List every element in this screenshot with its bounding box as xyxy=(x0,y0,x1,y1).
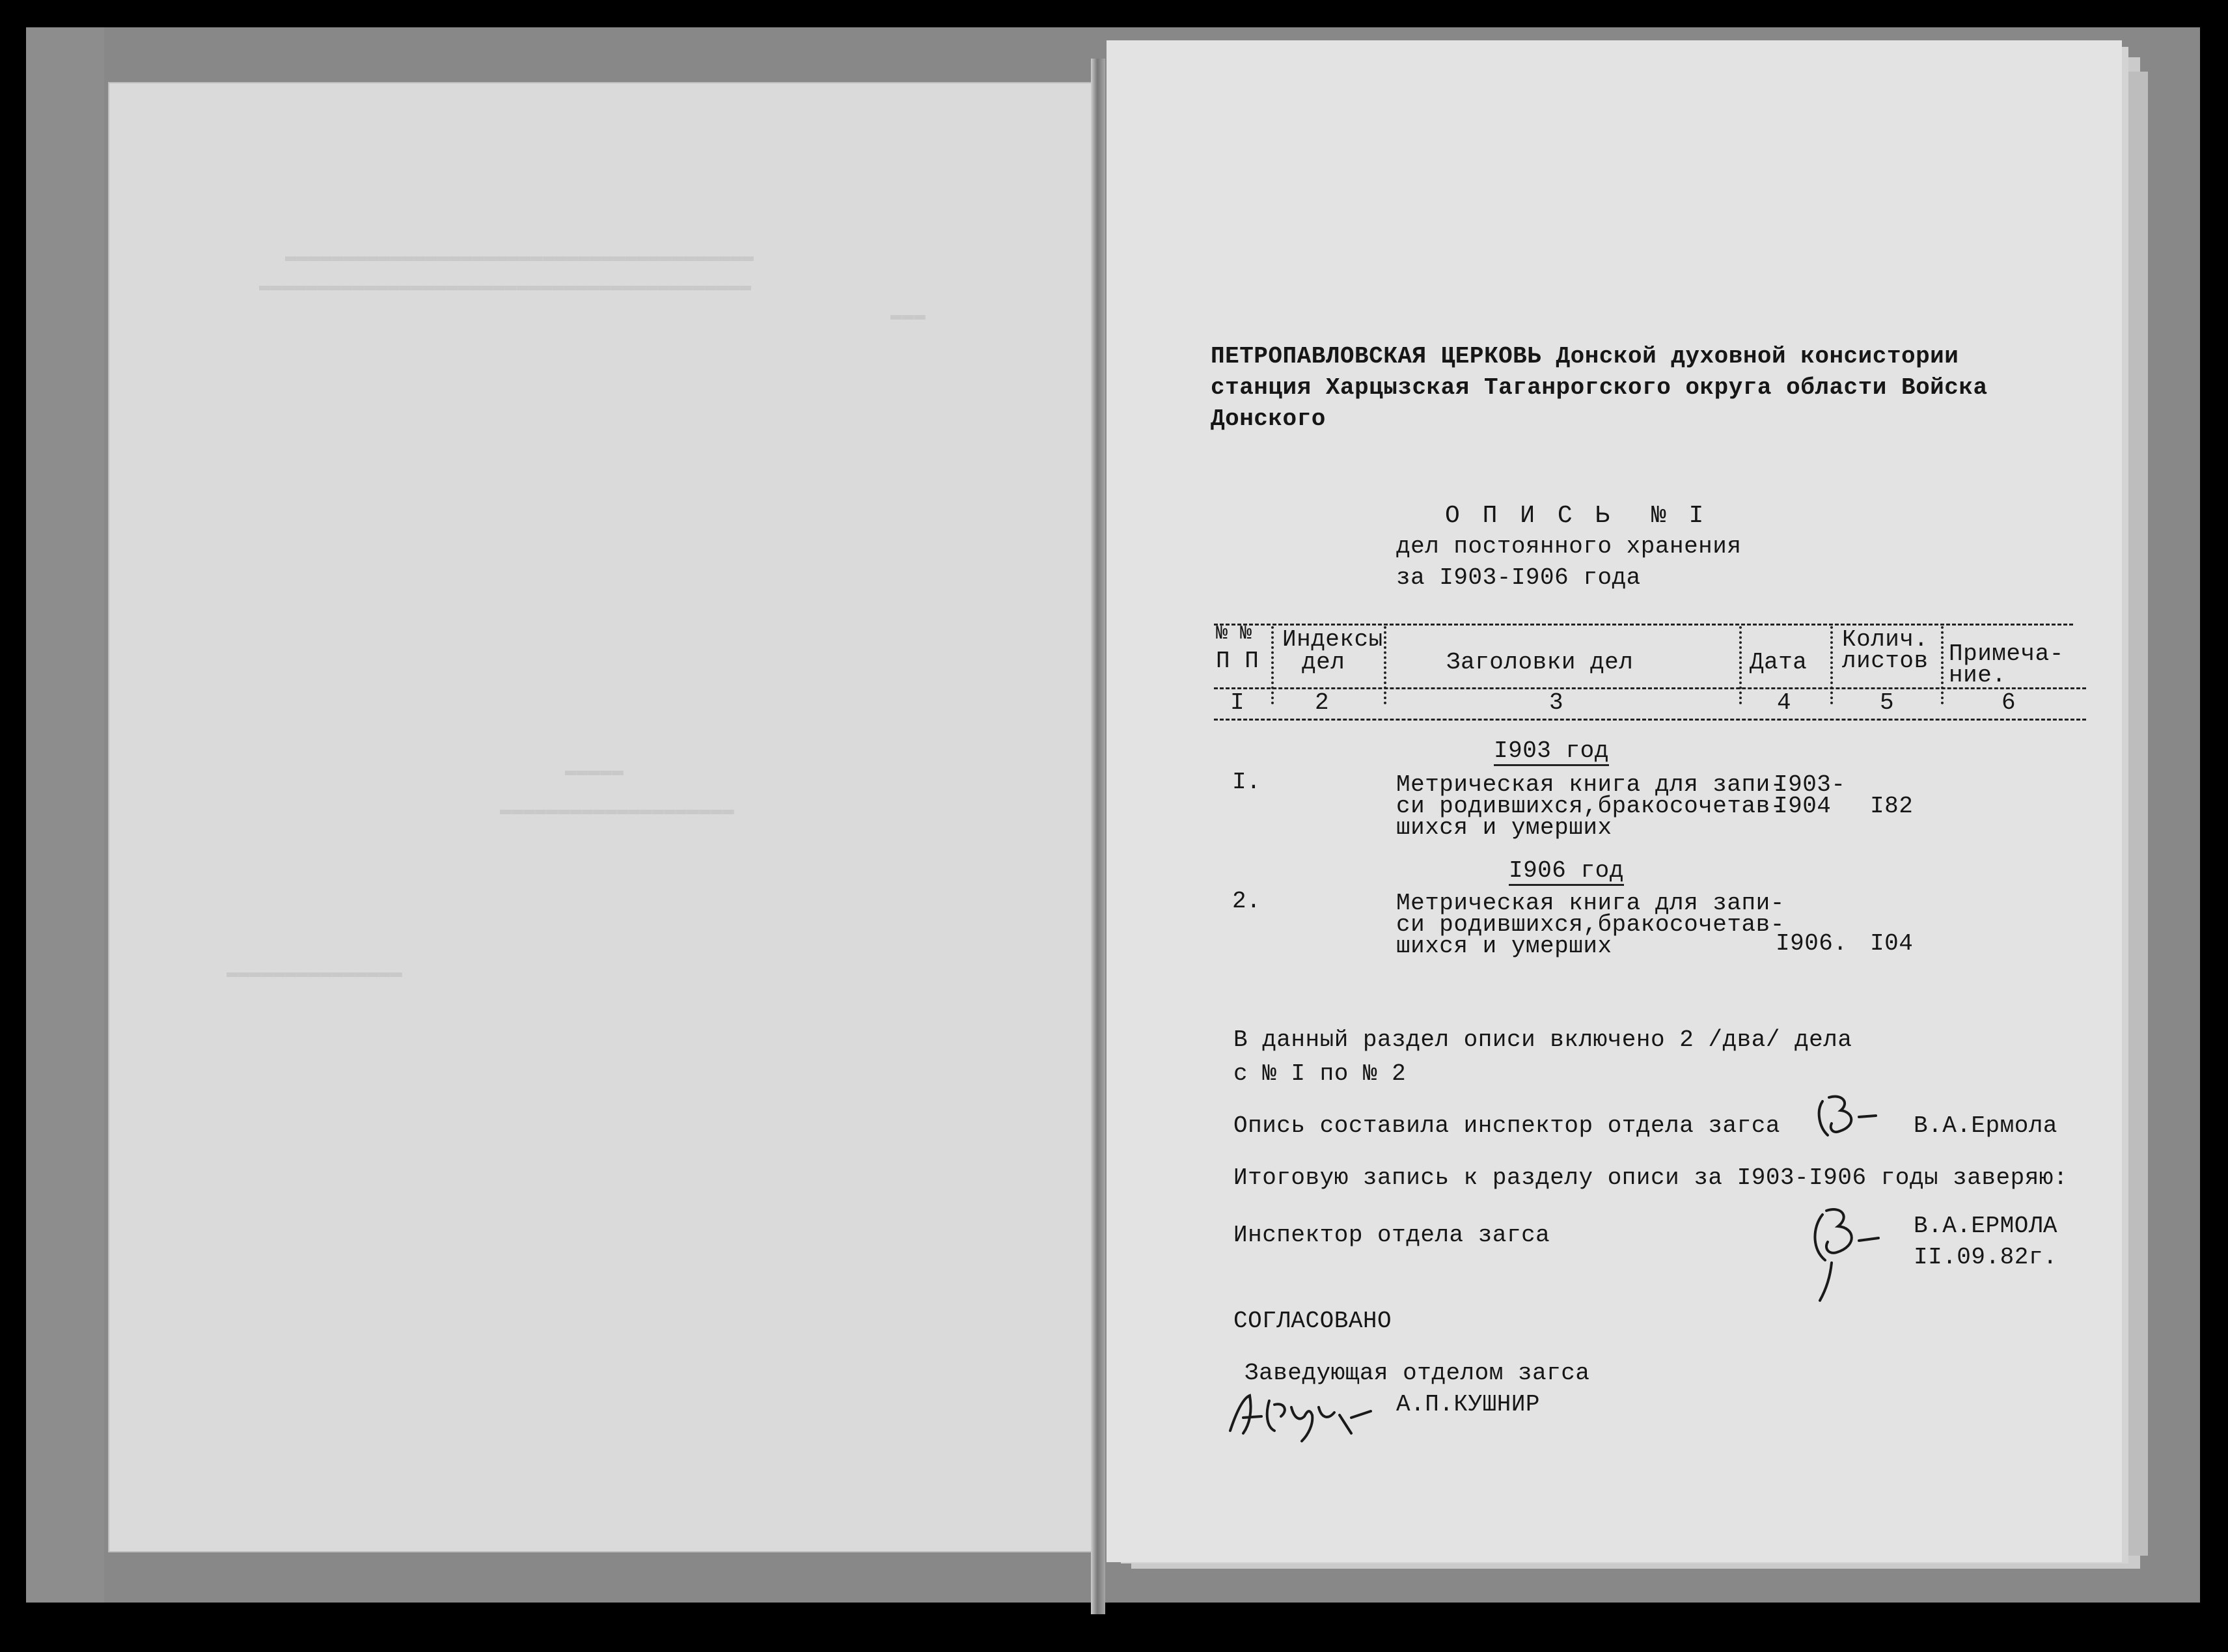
table-divider xyxy=(1384,626,1386,704)
table-rule-top xyxy=(1214,624,2073,626)
bleed-through-text: ▬▬▬▬▬▬▬▬▬▬▬▬▬▬▬▬▬▬▬▬▬▬▬▬▬▬▬▬▬▬▬▬▬▬▬▬▬▬▬▬ xyxy=(285,246,754,268)
col-number: 2 xyxy=(1315,689,1330,716)
summary-line-1: В данный раздел описи включено 2 /два/ дела xyxy=(1233,1026,1852,1053)
bleed-through-text: ▬▬▬▬▬▬▬▬▬▬▬▬▬▬▬▬▬▬▬▬▬▬▬▬▬▬▬▬▬▬▬▬▬▬▬▬▬▬▬▬▬▬ xyxy=(259,275,752,297)
certification-line: Итоговую запись к разделу описи за I903-I906 годы заверяю: xyxy=(1233,1164,2069,1191)
row-title-line: шихся и умерших xyxy=(1396,814,1612,841)
table-divider xyxy=(1830,626,1833,704)
inventory-subtitle: дел постоянного хранения xyxy=(1396,533,1742,560)
head-of-office-name: А.П.КУШНИР xyxy=(1396,1391,1541,1418)
bleed-through-text: ▬▬▬▬▬ xyxy=(565,760,624,782)
inventory-period: за I903-I906 года xyxy=(1396,564,1641,591)
col-number: 5 xyxy=(1880,689,1895,716)
left-page xyxy=(109,83,1099,1551)
col-header-date: Дата xyxy=(1750,649,1808,676)
bleed-through-text: ▬▬▬▬▬▬▬▬▬▬▬▬▬▬▬▬▬▬▬▬ xyxy=(500,799,735,821)
head-of-office-label: Заведующая отделом загса xyxy=(1245,1360,1590,1386)
signature-ermola-2 xyxy=(1796,1198,1894,1308)
row-title-line: си родившихся,бракосочетав- xyxy=(1396,911,1785,938)
table-rule-mid xyxy=(1214,687,2086,689)
table-divider xyxy=(1941,626,1944,704)
church-header-line-2: станция Харцызская Таганрогского округа области Войска xyxy=(1211,374,1988,401)
col-header-count-b: листов xyxy=(1842,648,1929,674)
col-header-titles: Заголовки дел xyxy=(1446,649,1634,676)
col-header-notes-a: Примеча- xyxy=(1949,640,2064,667)
year-heading: I903 год xyxy=(1494,738,1609,766)
cover-edge xyxy=(26,27,104,1603)
approval-heading: СОГЛАСОВАНО xyxy=(1233,1308,1392,1334)
church-header-line-1: ПЕТРОПАВЛОВСКАЯ ЦЕРКОВЬ Донской духовной консистории xyxy=(1211,343,1959,370)
col-number: 4 xyxy=(1777,689,1792,716)
compiled-by-label: Опись составила инспектор отдела загса xyxy=(1233,1112,1780,1139)
row-sheet-count: I82 xyxy=(1870,793,1914,819)
inspector-name: В.А.ЕРМОЛА xyxy=(1914,1213,2058,1239)
row-number: I. xyxy=(1232,769,1261,795)
row-sheet-count: I04 xyxy=(1870,930,1914,957)
inventory-title: О П И С Ь № I xyxy=(1445,502,1708,530)
bleed-through-text: ▬▬▬ xyxy=(890,305,926,327)
row-title-line: Метрическая книга для запи- xyxy=(1396,890,1785,916)
church-header-line-3: Донского xyxy=(1211,406,1326,432)
row-date-line: I904 xyxy=(1774,793,1832,819)
col-header-notes-b: ние. xyxy=(1949,662,2007,689)
row-title-line: си родившихся,бракосочетав- xyxy=(1396,793,1785,819)
signature-ermola-1 xyxy=(1803,1088,1888,1147)
col-number: I xyxy=(1230,689,1245,716)
table-rule-bottom xyxy=(1214,719,2086,721)
row-date-line: I903- xyxy=(1774,771,1846,798)
row-date-line: I906. xyxy=(1776,930,1848,957)
col-header-num-b: П П xyxy=(1216,648,1259,674)
col-number: 6 xyxy=(2001,689,2016,716)
book-spine xyxy=(1091,59,1105,1614)
signature-kushnir xyxy=(1224,1379,1393,1457)
inspector-label: Инспектор отдела загса xyxy=(1233,1222,1550,1248)
col-header-index-b: дел xyxy=(1302,649,1345,676)
col-header-index-a: Индексы xyxy=(1282,626,1383,653)
compiled-by-name: В.А.Ермола xyxy=(1914,1112,2058,1139)
col-number: 3 xyxy=(1549,689,1564,716)
col-header-num-a: № № xyxy=(1216,623,1252,645)
row-title-line: шихся и умерших xyxy=(1396,933,1612,959)
summary-line-2: с № I по № 2 xyxy=(1233,1060,1407,1087)
row-title-line: Метрическая книга для запи- xyxy=(1396,771,1785,798)
bleed-through-text: ▬▬▬▬▬▬▬▬▬▬▬▬▬▬▬ xyxy=(227,962,403,984)
table-divider xyxy=(1271,626,1274,704)
table-divider xyxy=(1739,626,1742,704)
inspector-date: II.09.82г. xyxy=(1914,1244,2058,1271)
row-number: 2. xyxy=(1232,888,1261,915)
col-header-count-a: Колич. xyxy=(1842,626,1929,653)
year-heading: I906 год xyxy=(1509,858,1624,886)
